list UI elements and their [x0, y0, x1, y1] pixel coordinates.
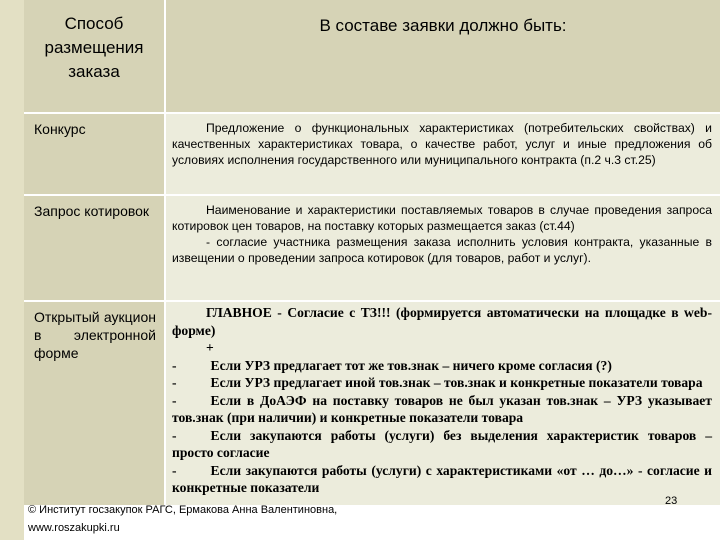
footer-copyright: © Институт госзакупок РАГС, Ермакова Анна Валентиновна, — [28, 504, 338, 516]
list-item: Если в ДоАЭФ на поставку товаров не был указан тов.знак – УРЗ указывает тов.знак (при наличии) и конкретные показатели товара — [172, 392, 712, 425]
row-content: - согласие участника размещения заказа исполнить условия контракта, указанные в извещении о проведении запроса котировок (для товаров, работ и услуг). — [172, 235, 712, 265]
main-requirement-text: - Согласие с ТЗ!!! (формируется автоматически на площадке в web-форме) — [172, 305, 712, 338]
table-row — [24, 114, 720, 194]
method-label: Конкурс — [34, 121, 86, 137]
header-method-line: заказа — [68, 62, 120, 81]
header-method-line: размещения — [44, 38, 144, 57]
list-item: Если закупаются работы (услуги) с характеристиками «от … до…» - согласие и конкретные показатели — [172, 462, 712, 495]
list-item: Если УРЗ предлагает тот же тов.знак – ничего кроме согласия (?) — [210, 357, 612, 373]
row-content: Предложение о функциональных характеристиках (потребительских свойствах) и качественных характеристиках товара, о качестве работ, услуг и иные предложения об условиях исполнения государственного или муниципального контракта (п.2 ч.3 ст.25) — [172, 121, 712, 167]
footer-website: www.roszakupki.ru — [28, 522, 120, 534]
main-requirement-label: ГЛАВНОЕ — [206, 305, 272, 320]
requirements-table — [24, 0, 720, 505]
method-label: Открытый аукцион в электронной форме — [34, 309, 156, 361]
table-row: Открытый аукцион в электронной форме ГЛАВНОЕ - Согласие с ТЗ!!! (формируется автоматически на площадке в web-форме) + - Если УРЗ предлагает тот же тов.знак – ничего кроме согласия (?) - Если УРЗ предлагает иной тов.знак – тов.знак и конкретные показатели товара - Если в ДоАЭФ на поставку товаров не был указан тов.знак – УРЗ указывает тов.знак (при наличии) и конкретные показатели товара - Если закупаются работы (услуги) без выделения характеристик товаров – просто согласие - Если закупаются работы (услуги) с характеристиками «от … до…» - согласие и конкретные показатели — [24, 302, 720, 505]
header-method-cell — [24, 0, 166, 112]
page-number: 23 — [665, 495, 678, 507]
method-label: Запрос котировок — [34, 203, 150, 219]
left-decor-bar — [0, 0, 24, 540]
header-method-line: Способ — [64, 14, 124, 33]
table-row — [24, 196, 720, 300]
row-content: Наименование и характеристики поставляемых товаров в случае проведения запроса котировок цен товаров, на поставку которых размещается заказ (ст.44) — [172, 203, 712, 233]
list-item: Если закупаются работы (услуги) без выделения характеристик товаров – просто согласие — [172, 427, 712, 460]
plus-sign: + — [206, 340, 214, 355]
header-content-cell — [166, 0, 720, 112]
header-content-title: В составе заявки должно быть: — [319, 16, 567, 35]
list-item: Если УРЗ предлагает иной тов.знак – тов.знак и конкретные показатели товара — [210, 375, 703, 390]
